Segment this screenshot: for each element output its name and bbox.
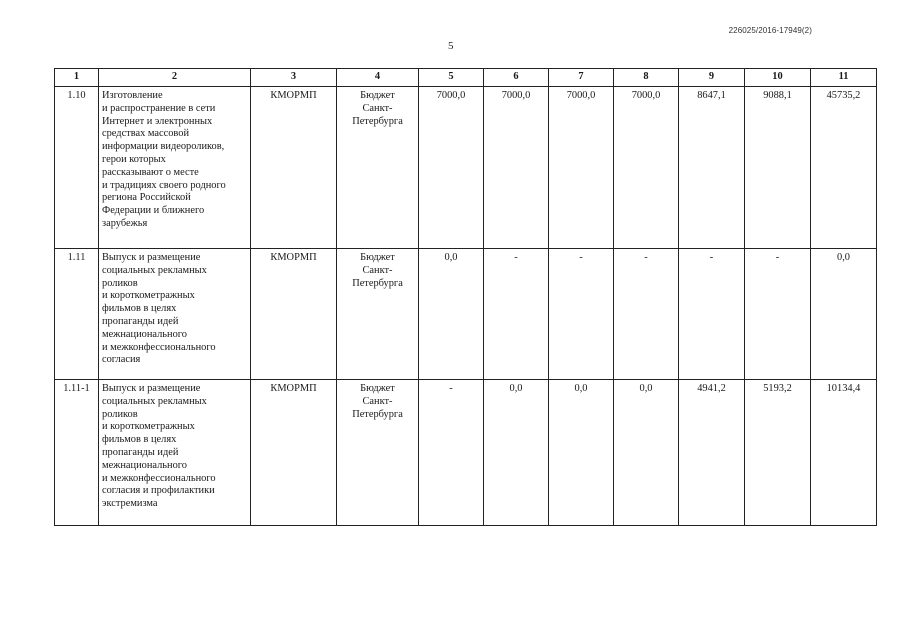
value-cell: 0,0 bbox=[811, 249, 877, 380]
activity-name-line: межнационального bbox=[102, 328, 187, 340]
executor: КМОРМП bbox=[251, 87, 337, 249]
value-cell: 7000,0 bbox=[419, 87, 484, 249]
activity-name bbox=[99, 87, 251, 249]
value-cell: 5193,2 bbox=[745, 380, 811, 526]
value-cell: - bbox=[419, 380, 484, 526]
activity-name bbox=[99, 380, 251, 526]
budget-table bbox=[54, 68, 877, 526]
activity-name-line: и распространение в сети bbox=[102, 102, 216, 114]
value-cell: 7000,0 bbox=[549, 87, 614, 249]
value-cell: 7000,0 bbox=[484, 87, 549, 249]
value-cell: - bbox=[549, 249, 614, 380]
column-header: 11 bbox=[811, 69, 877, 87]
activity-name-line: Федерации и ближнего bbox=[102, 205, 205, 217]
value-cell: - bbox=[484, 249, 549, 380]
activity-name-line: пропаганды идей bbox=[102, 315, 179, 327]
activity-name-line: и традициях своего родного bbox=[102, 179, 226, 191]
funding-source-line: Петербурга bbox=[352, 115, 403, 127]
funding-source-line: Бюджет bbox=[360, 252, 395, 263]
activity-name-line: средствах массовой bbox=[102, 128, 190, 140]
activity-name-line: герои которых bbox=[102, 153, 166, 165]
column-header: 6 bbox=[484, 69, 549, 87]
funding-source-line: Петербурга bbox=[352, 277, 403, 289]
column-header: 9 bbox=[679, 69, 745, 87]
column-header: 3 bbox=[251, 69, 337, 87]
activity-name-line: социальных рекламных bbox=[102, 264, 207, 276]
activity-name-line: социальных рекламных bbox=[102, 395, 207, 407]
document-id: 226025/2016-17949(2) bbox=[728, 26, 812, 35]
activity-name-line: фильмов в целях bbox=[102, 303, 177, 315]
value-cell: 0,0 bbox=[419, 249, 484, 380]
value-cell: 0,0 bbox=[614, 380, 679, 526]
column-header: 5 bbox=[419, 69, 484, 87]
value-cell: 9088,1 bbox=[745, 87, 811, 249]
activity-name-line: и короткометражных bbox=[102, 290, 195, 302]
funding-source-line: Бюджет bbox=[360, 90, 395, 101]
table-row bbox=[55, 87, 877, 249]
value-cell: 4941,2 bbox=[679, 380, 745, 526]
column-header: 1 bbox=[55, 69, 99, 87]
activity-name-line: и короткометражных bbox=[102, 421, 195, 433]
activity-name-line: роликов bbox=[102, 277, 138, 289]
activity-name-line: региона Российской bbox=[102, 192, 191, 204]
value-cell: 7000,0 bbox=[614, 87, 679, 249]
activity-name-line: информации видеороликов, bbox=[102, 141, 225, 153]
funding-source-line: Санкт- bbox=[362, 102, 393, 114]
activity-name-line: роликов bbox=[102, 408, 138, 420]
row-number: 1.11-1 bbox=[55, 380, 99, 526]
funding-source bbox=[337, 87, 419, 249]
value-cell: - bbox=[679, 249, 745, 380]
executor: КМОРМП bbox=[251, 380, 337, 526]
column-header: 4 bbox=[337, 69, 419, 87]
value-cell: 0,0 bbox=[549, 380, 614, 526]
activity-name-line: межнационального bbox=[102, 459, 187, 471]
value-cell: 45735,2 bbox=[811, 87, 877, 249]
activity-name-line: экстремизма bbox=[102, 498, 158, 510]
activity-name bbox=[99, 249, 251, 380]
activity-name-line: Выпуск и размещение bbox=[102, 383, 201, 394]
row-number: 1.11 bbox=[55, 249, 99, 380]
page-number: 5 bbox=[448, 40, 454, 52]
value-cell: - bbox=[745, 249, 811, 380]
value-cell: 10134,4 bbox=[811, 380, 877, 526]
value-cell: 8647,1 bbox=[679, 87, 745, 249]
funding-source bbox=[337, 249, 419, 380]
column-header: 2 bbox=[99, 69, 251, 87]
activity-name-line: и межконфессионального bbox=[102, 341, 216, 353]
funding-source-line: Бюджет bbox=[360, 383, 395, 394]
activity-name-line: согласия и профилактики bbox=[102, 485, 215, 497]
value-cell: 0,0 bbox=[484, 380, 549, 526]
header-row bbox=[55, 69, 877, 87]
activity-name-line: Изготовление bbox=[102, 90, 163, 101]
activity-name-line: фильмов в целях bbox=[102, 434, 177, 446]
funding-source-line: Санкт- bbox=[362, 264, 393, 276]
column-header: 10 bbox=[745, 69, 811, 87]
value-cell: - bbox=[614, 249, 679, 380]
activity-name-line: согласия bbox=[102, 354, 141, 366]
column-header: 7 bbox=[549, 69, 614, 87]
activity-name-line: рассказывают о месте bbox=[102, 166, 199, 178]
funding-source bbox=[337, 380, 419, 526]
table-row bbox=[55, 249, 877, 380]
row-number: 1.10 bbox=[55, 87, 99, 249]
table-row bbox=[55, 380, 877, 526]
funding-source-line: Петербурга bbox=[352, 408, 403, 420]
activity-name-line: Выпуск и размещение bbox=[102, 252, 201, 263]
activity-name-line: и межконфессионального bbox=[102, 472, 216, 484]
executor: КМОРМП bbox=[251, 249, 337, 380]
activity-name-line: зарубежья bbox=[102, 217, 148, 229]
activity-name-line: пропаганды идей bbox=[102, 446, 179, 458]
activity-name-line: Интернет и электронных bbox=[102, 115, 213, 127]
funding-source-line: Санкт- bbox=[362, 395, 393, 407]
column-header: 8 bbox=[614, 69, 679, 87]
